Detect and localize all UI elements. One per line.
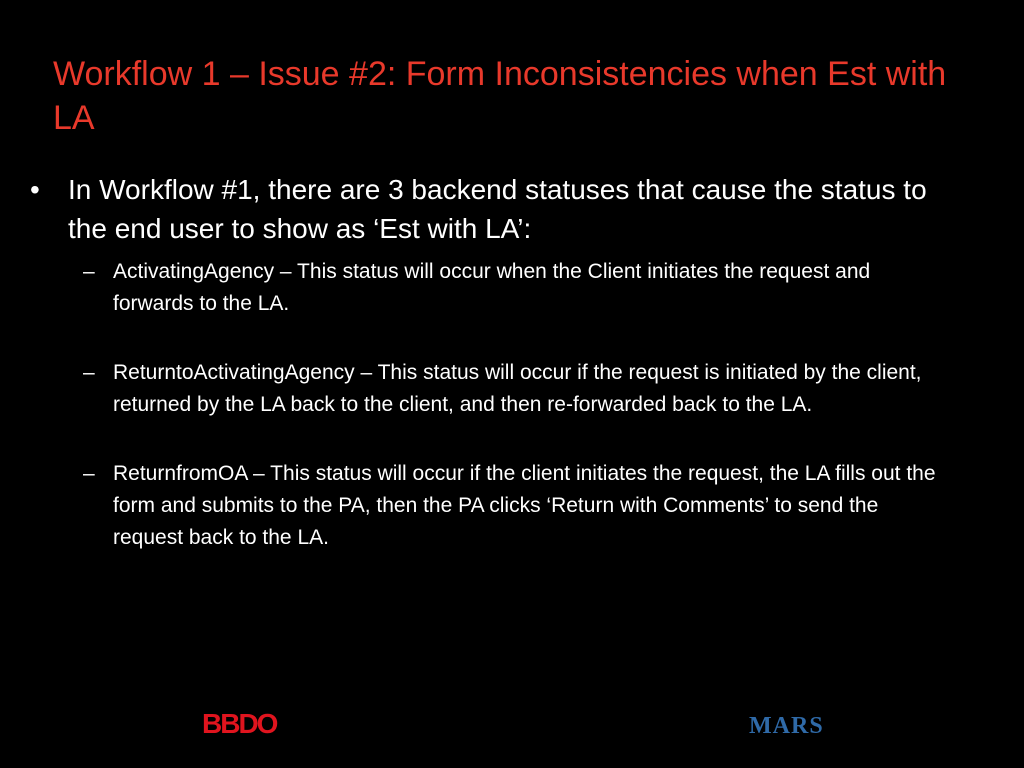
main-bullet [30, 170, 950, 248]
main-bullet-text: In Workflow #1, there are 3 backend statuses that cause the status to the end user to show as ‘Est with LA’: [68, 174, 927, 244]
bullet-glyph: • [30, 174, 40, 205]
sub-bullet-text: ActivatingAgency – This status will occur when the Client initiates the request and forwards to the LA. [113, 260, 871, 315]
mars-logo: MARS [749, 713, 824, 739]
bbdo-logo: BBDO [202, 708, 277, 739]
dash-glyph: – [83, 361, 95, 384]
sub-bullet-return-to-activating-agency [83, 357, 950, 421]
slide-title: Workflow 1 – Issue #2: Form Inconsistencies when Est with LA [53, 55, 947, 137]
slide-content [30, 170, 950, 591]
sub-bullet-text: ReturntoActivatingAgency – This status will occur if the request is initiated by the client, returned by the LA back to the client, and then re-forwarded back to the LA. [113, 361, 922, 416]
sub-bullet-text: ReturnfromOA – This status will occur if the client initiates the request, the LA fills out the form and submits to the PA, then the PA clicks ‘Return with Comments’ to send the request back to the LA. [113, 462, 936, 549]
sub-bullet-list [30, 256, 950, 554]
sub-bullet-return-from-oa [83, 458, 950, 554]
dash-glyph: – [83, 260, 95, 283]
dash-glyph: – [83, 462, 95, 485]
sub-bullet-activating-agency [83, 256, 950, 320]
